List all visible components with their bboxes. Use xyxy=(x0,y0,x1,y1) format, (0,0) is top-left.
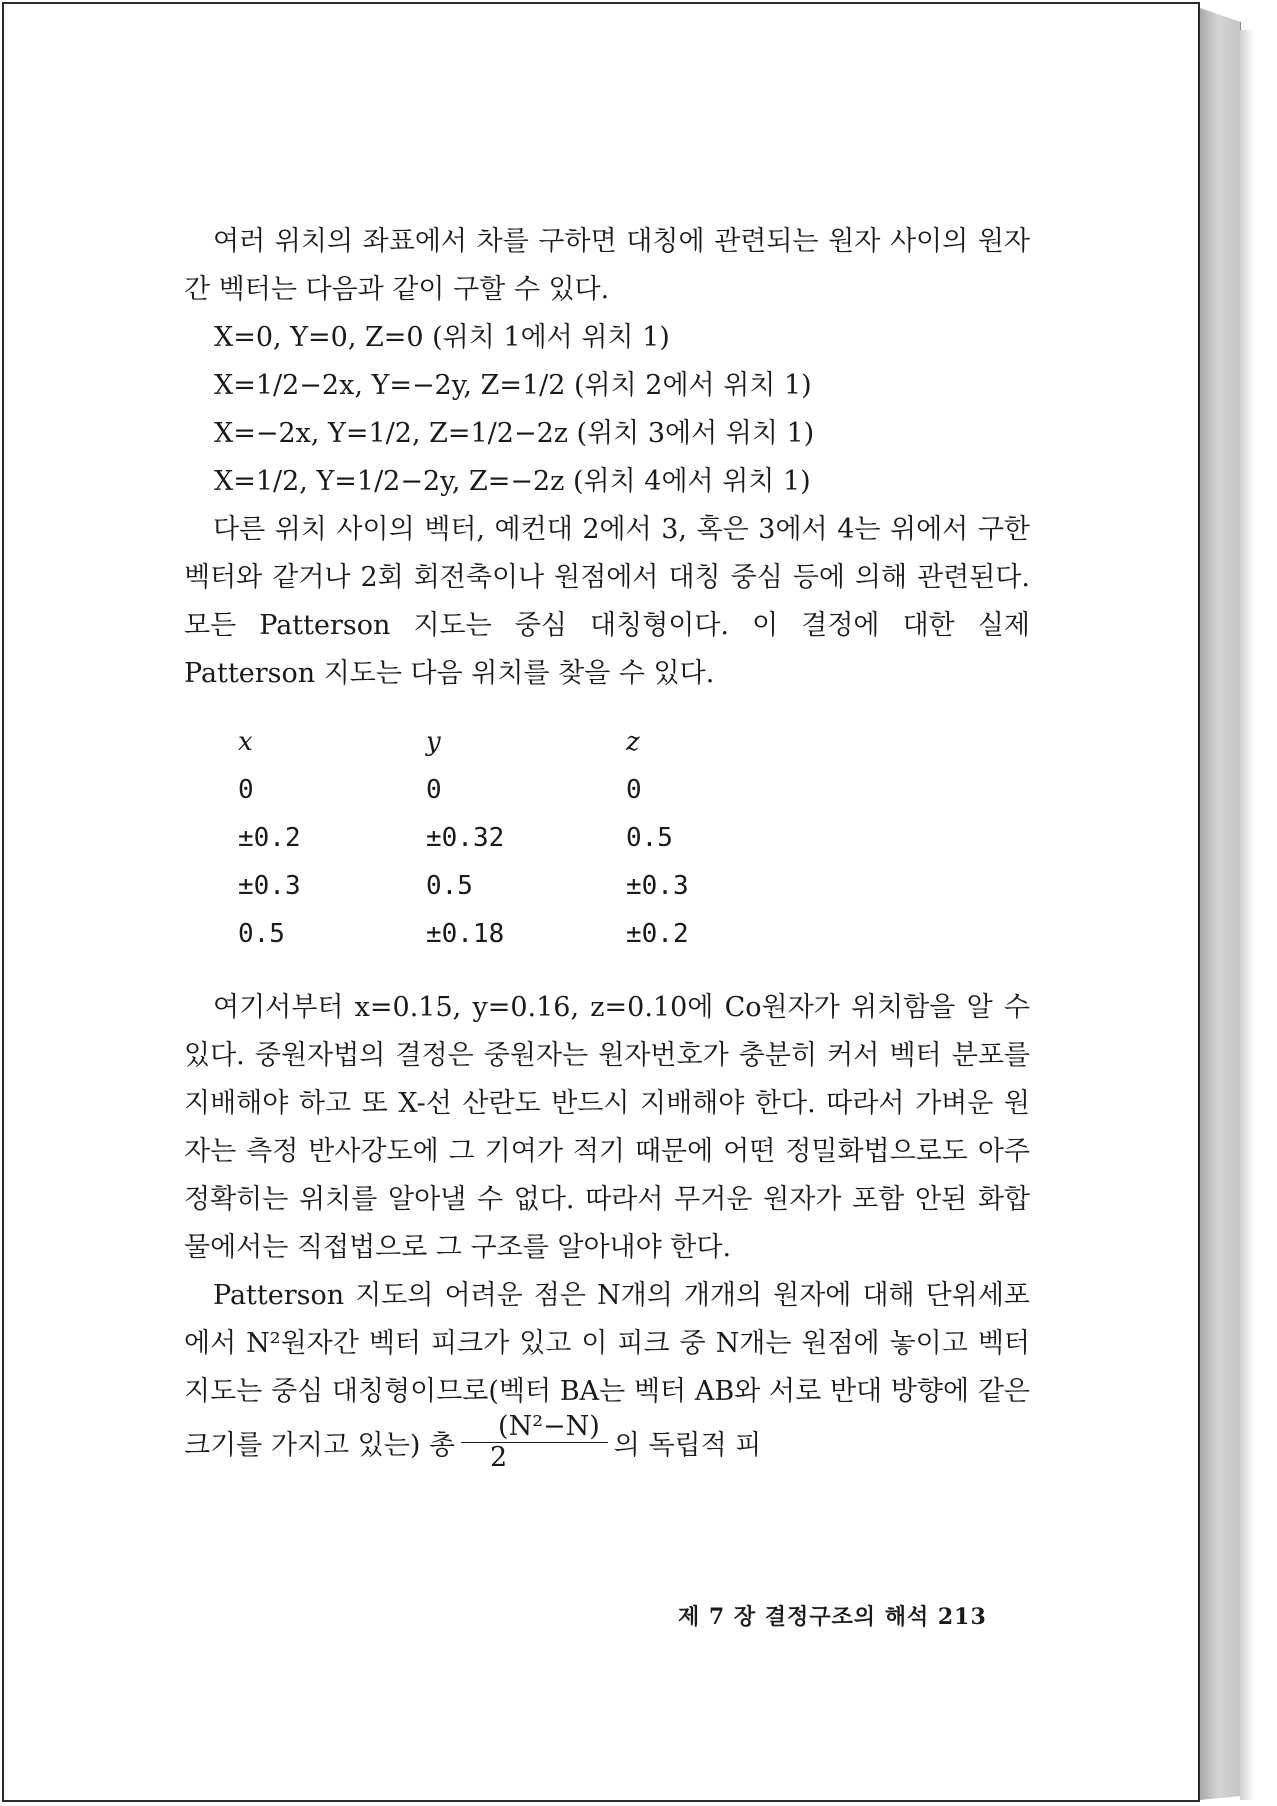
table-cell: ±0.2 xyxy=(238,823,301,853)
page-shadow xyxy=(1240,30,1254,1800)
table-cell: ±0.3 xyxy=(238,871,301,901)
paragraph-4-end: 의 독립적 피 xyxy=(613,1430,762,1461)
table-cell: ±0.3 xyxy=(626,871,689,901)
fraction-denominator: 2 xyxy=(490,1442,508,1473)
patterson-position-table xyxy=(184,718,1030,958)
equation-4: X=1/2, Y=1/2−2y, Z=−2z (위치 4에서 위치 1) xyxy=(214,466,811,497)
table-cell: 0.5 xyxy=(626,823,673,853)
table-cell: ±0.32 xyxy=(426,823,505,853)
table-cell: 0.5 xyxy=(426,871,473,901)
equation-2: X=1/2−2x, Y=−2y, Z=1/2 (위치 2에서 위치 1) xyxy=(214,370,812,401)
fraction-n-squared xyxy=(461,1412,608,1473)
table-header-x: x xyxy=(238,727,253,757)
paragraph-4 xyxy=(184,1272,1030,1477)
table-cell: 0 xyxy=(626,775,642,805)
fraction-numerator: (N²−N) xyxy=(461,1412,608,1443)
equation-1: X=0, Y=0, Z=0 (위치 1에서 위치 1) xyxy=(214,322,670,353)
paragraph-2: 다른 위치 사이의 벡터, 예컨대 2에서 3, 혹은 3에서 4는 위에서 구한 벡터와 같거나 2회 회전축이나 원점에서 대칭 중심 등에 의해 관련된다. 모든 Patterson 지도는 중심 대칭형이다. 이 결정에 대한 실제 Patterson 지도는 다음 위치를 찾을 수 있다. xyxy=(184,514,1030,689)
table-cell: ±0.18 xyxy=(426,919,505,949)
page-footer: 제 7 장 결정구조의 해석 213 xyxy=(678,1604,987,1630)
paragraph-3: 여기서부터 x=0.15, y=0.16, z=0.10에 Co원자가 위치함을 알 수 있다. 중원자법의 결정은 중원자는 원자번호가 충분히 커서 벡터 분포를 지배해야 하고 또 X-선 산란도 반드시 지배해야 한다. 따라서 가벼운 원자는 측정 반사강도에 그 기여가 적기 때문에 어떤 정밀화법으로도 아주 정확히는 위치를 알아낼 수 없다. 따라서 무거운 원자가 포함 안된 화합물에서는 직접법으로 그 구조를 알아내야 한다. xyxy=(184,992,1030,1263)
table-cell: 0 xyxy=(426,775,442,805)
table-header-z: z xyxy=(626,727,640,757)
table-cell: ±0.2 xyxy=(626,919,689,949)
paragraph-4-main: Patterson 지도의 어려운 점은 N개의 개개의 원자에 대해 단위세포에서 N²원자간 벡터 피크가 있고 이 피크 중 N개는 원점에 놓이고 벡터 지도는 중심 대칭형이므로(벡터 BA는 벡터 AB와 서로 반대 방향에 같은 크기를 가지고 있는) 총 xyxy=(184,1280,1030,1461)
table-cell: 0 xyxy=(238,775,254,805)
paragraph-1: 여러 위치의 좌표에서 차를 구하면 대칭에 관련되는 원자 사이의 원자간 벡터는 다음과 같이 구할 수 있다. xyxy=(184,226,1030,305)
equation-3: X=−2x, Y=1/2, Z=1/2−2z (위치 3에서 위치 1) xyxy=(214,418,815,449)
table-header-y: y xyxy=(426,727,441,757)
page-stack-edge xyxy=(1200,8,1241,1800)
page-body xyxy=(184,218,1030,1477)
table-cell: 0.5 xyxy=(238,919,285,949)
